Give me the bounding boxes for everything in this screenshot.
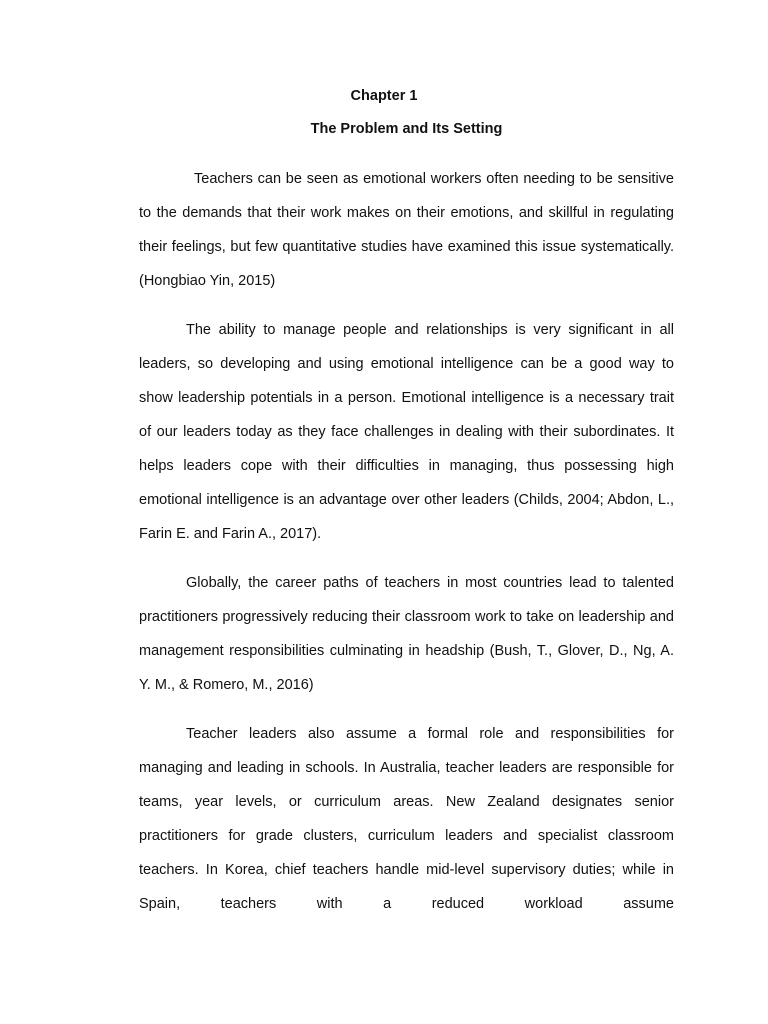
paragraph-4: Teacher leaders also assume a formal role and responsibilities for managing and leading in schools. In Australia, teacher leaders are responsible for teams, year levels, or curriculum areas. New Zealand designates senior practitioners for grade clusters, curriculum leaders and specialist classroom teachers. In Korea, chief teachers handle mid-level supervisory duties; while in Spain, teachers with a reduced workload assume — [139, 726, 674, 912]
chapter-title: The Problem and Its Setting — [310, 121, 503, 137]
paragraph-1: Teachers can be seen as emotional workers often needing to be sensitive to the demands that their work makes on their emotions, and skillful in regulating their feelings, but few quantitative studies have examined this issue systematically. (Hongbiao Yin, 2015) — [139, 171, 674, 289]
chapter-label: Chapter 1 — [350, 88, 418, 104]
paragraph-3: Globally, the career paths of teachers in most countries lead to talented practitioners progressively reducing their classroom work to take on leadership and management responsibilities culminating in headship (Bush, T., Glover, D., Ng, A. Y. M., & Romero, M., 2016) — [139, 575, 674, 693]
paragraph-2: The ability to manage people and relationships is very significant in all leaders, so developing and using emotional intelligence can be a good way to show leadership potentials in a person. Emotional intelligence is a necessary trait of our leaders today as they face challenges in dealing with their subordinates. It helps leaders cope with their difficulties in managing, thus possessing high emotional intelligence is an advantage over other leaders (Childs, 2004; Abdon, L., Farin E. and Farin A., 2017). — [139, 322, 674, 542]
